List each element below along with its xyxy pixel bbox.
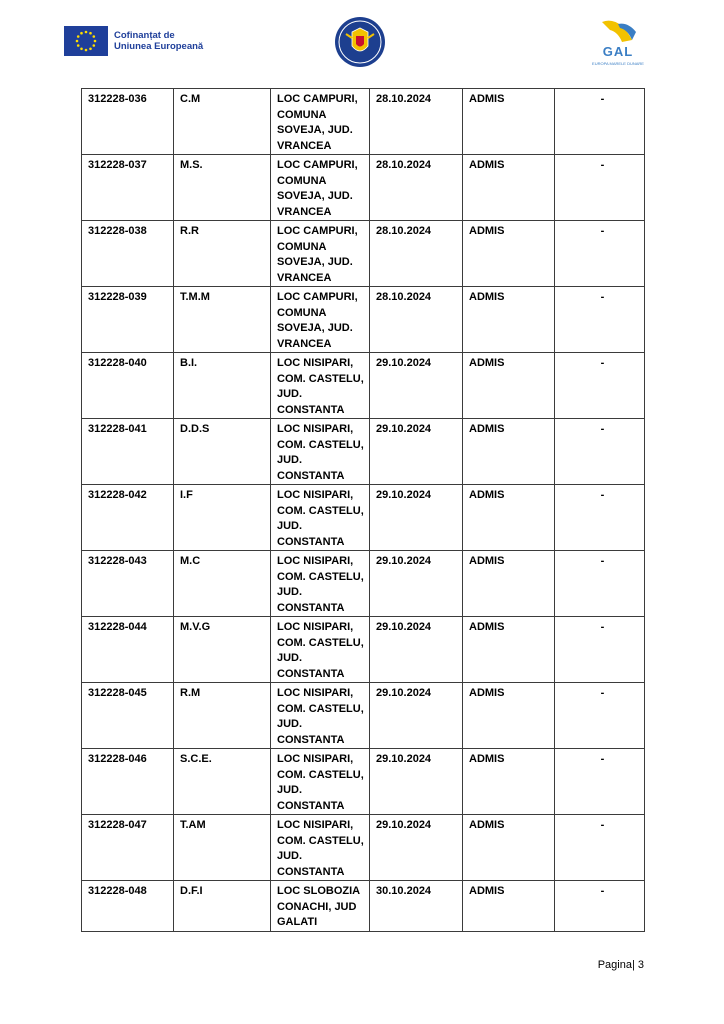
location-cell bbox=[271, 617, 370, 683]
location-cell bbox=[271, 881, 370, 932]
id-cell: 312228-041 bbox=[82, 419, 174, 485]
table-row bbox=[82, 419, 645, 485]
location-line: GALATI bbox=[277, 916, 318, 928]
gal-logo bbox=[588, 18, 648, 72]
page-number: Pagina| 3 bbox=[597, 959, 644, 971]
location-line: LOC NISIPARI, bbox=[277, 687, 354, 699]
status-cell: ADMIS bbox=[463, 551, 555, 617]
observation-cell: - bbox=[555, 353, 645, 419]
observation-cell: - bbox=[555, 419, 645, 485]
gal-logo-text: GAL bbox=[602, 44, 634, 59]
location-line: CONACHI, JUD bbox=[277, 900, 357, 913]
location-cell bbox=[271, 749, 370, 815]
status-cell: ADMIS bbox=[463, 221, 555, 287]
location-cell bbox=[271, 221, 370, 287]
observation-cell: - bbox=[555, 485, 645, 551]
name-cell: D.D.S bbox=[174, 419, 271, 485]
location-line: JUD. bbox=[277, 586, 303, 598]
location-line: CONSTANTA bbox=[277, 469, 345, 482]
id-cell: 312228-048 bbox=[82, 881, 174, 932]
eu-text-line2: Uniunea Europeană bbox=[114, 41, 204, 52]
name-cell: D.F.I bbox=[174, 881, 271, 932]
eu-cofinancing-logo bbox=[64, 26, 203, 56]
location-cell bbox=[271, 155, 370, 221]
date-cell: 29.10.2024 bbox=[370, 815, 463, 881]
location-line: JUD. bbox=[277, 718, 303, 730]
location-line: COM. CASTELU, bbox=[277, 504, 364, 517]
id-cell: 312228-044 bbox=[82, 617, 174, 683]
results-table-body bbox=[82, 89, 645, 932]
table-row bbox=[82, 749, 645, 815]
date-cell: 29.10.2024 bbox=[370, 485, 463, 551]
observation-cell: - bbox=[555, 551, 645, 617]
location-line: CONSTANTA bbox=[277, 403, 345, 416]
status-cell: ADMIS bbox=[463, 155, 555, 221]
location-line: LOC NISIPARI, bbox=[277, 819, 354, 831]
location-line: SOVEJA, JUD. bbox=[277, 124, 353, 136]
eu-text-line1: Cofinanțat de bbox=[114, 30, 175, 41]
table-row bbox=[82, 155, 645, 221]
observation-cell: - bbox=[555, 221, 645, 287]
id-cell: 312228-047 bbox=[82, 815, 174, 881]
location-line: CONSTANTA bbox=[277, 733, 345, 746]
id-cell: 312228-039 bbox=[82, 287, 174, 353]
location-line: COM. CASTELU, bbox=[277, 636, 364, 649]
location-line: JUD. bbox=[277, 520, 303, 532]
location-cell bbox=[271, 485, 370, 551]
status-cell: ADMIS bbox=[463, 353, 555, 419]
status-cell: ADMIS bbox=[463, 89, 555, 155]
date-cell: 29.10.2024 bbox=[370, 749, 463, 815]
location-line: LOC NISIPARI, bbox=[277, 423, 354, 435]
location-line: COM. CASTELU, bbox=[277, 570, 364, 583]
id-cell: 312228-037 bbox=[82, 155, 174, 221]
name-cell: T.AM bbox=[174, 815, 271, 881]
gal-logo-subtitle: EUROPA MARELE DUNARE bbox=[592, 61, 644, 66]
name-cell: M.S. bbox=[174, 155, 271, 221]
location-line: CONSTANTA bbox=[277, 535, 345, 548]
observation-cell: - bbox=[555, 749, 645, 815]
date-cell: 29.10.2024 bbox=[370, 419, 463, 485]
location-line: COMUNA bbox=[277, 240, 327, 253]
location-line: VRANCEA bbox=[277, 205, 332, 218]
location-line: JUD. bbox=[277, 454, 303, 466]
location-line: CONSTANTA bbox=[277, 667, 345, 680]
location-line: CONSTANTA bbox=[277, 601, 345, 614]
id-cell: 312228-045 bbox=[82, 683, 174, 749]
date-cell: 30.10.2024 bbox=[370, 881, 463, 932]
status-cell: ADMIS bbox=[463, 419, 555, 485]
date-cell: 28.10.2024 bbox=[370, 155, 463, 221]
location-cell bbox=[271, 551, 370, 617]
location-line: COM. CASTELU, bbox=[277, 834, 364, 847]
observation-cell: - bbox=[555, 155, 645, 221]
id-cell: 312228-046 bbox=[82, 749, 174, 815]
table-row bbox=[82, 815, 645, 881]
name-cell: R.R bbox=[174, 221, 271, 287]
location-line: VRANCEA bbox=[277, 271, 332, 284]
location-line: JUD. bbox=[277, 784, 303, 796]
location-cell bbox=[271, 89, 370, 155]
name-cell: M.C bbox=[174, 551, 271, 617]
observation-cell: - bbox=[555, 683, 645, 749]
location-line: LOC CAMPURI, bbox=[277, 225, 358, 237]
table-row bbox=[82, 89, 645, 155]
observation-cell: - bbox=[555, 617, 645, 683]
status-cell: ADMIS bbox=[463, 881, 555, 932]
name-cell: R.M bbox=[174, 683, 271, 749]
id-cell: 312228-038 bbox=[82, 221, 174, 287]
location-line: LOC NISIPARI, bbox=[277, 621, 354, 633]
location-line: VRANCEA bbox=[277, 139, 332, 152]
table-row bbox=[82, 617, 645, 683]
eu-logo-text bbox=[114, 30, 203, 52]
name-cell: B.I. bbox=[174, 353, 271, 419]
location-line: COMUNA bbox=[277, 174, 327, 187]
id-cell: 312228-043 bbox=[82, 551, 174, 617]
location-cell bbox=[271, 815, 370, 881]
romanian-government-emblem-icon bbox=[330, 14, 390, 75]
date-cell: 28.10.2024 bbox=[370, 287, 463, 353]
status-cell: ADMIS bbox=[463, 683, 555, 749]
table-row bbox=[82, 683, 645, 749]
id-cell: 312228-042 bbox=[82, 485, 174, 551]
location-line: COM. CASTELU, bbox=[277, 372, 364, 385]
location-line: CONSTANTA bbox=[277, 865, 345, 878]
status-cell: ADMIS bbox=[463, 617, 555, 683]
status-cell: ADMIS bbox=[463, 485, 555, 551]
location-line: SOVEJA, JUD. bbox=[277, 322, 353, 334]
name-cell: C.M bbox=[174, 89, 271, 155]
location-line: VRANCEA bbox=[277, 337, 332, 350]
location-line: COM. CASTELU, bbox=[277, 702, 364, 715]
location-cell bbox=[271, 419, 370, 485]
location-line: CONSTANTA bbox=[277, 799, 345, 812]
table-row bbox=[82, 221, 645, 287]
location-line: LOC NISIPARI, bbox=[277, 555, 354, 567]
location-line: COM. CASTELU, bbox=[277, 438, 364, 451]
eu-flag-icon bbox=[64, 26, 108, 56]
status-cell: ADMIS bbox=[463, 815, 555, 881]
name-cell: I.F bbox=[174, 485, 271, 551]
location-line: LOC CAMPURI, bbox=[277, 93, 358, 105]
location-cell bbox=[271, 287, 370, 353]
date-cell: 28.10.2024 bbox=[370, 89, 463, 155]
location-line: LOC NISIPARI, bbox=[277, 753, 354, 765]
location-line: JUD. bbox=[277, 388, 303, 400]
observation-cell: - bbox=[555, 89, 645, 155]
location-cell bbox=[271, 353, 370, 419]
observation-cell: - bbox=[555, 287, 645, 353]
status-cell: ADMIS bbox=[463, 287, 555, 353]
date-cell: 28.10.2024 bbox=[370, 221, 463, 287]
id-cell: 312228-036 bbox=[82, 89, 174, 155]
location-line: SOVEJA, JUD. bbox=[277, 190, 353, 202]
location-line: LOC NISIPARI, bbox=[277, 489, 354, 501]
location-line: JUD. bbox=[277, 652, 303, 664]
observation-cell: - bbox=[555, 815, 645, 881]
status-cell: ADMIS bbox=[463, 749, 555, 815]
location-line: LOC CAMPURI, bbox=[277, 159, 358, 171]
table-row bbox=[82, 485, 645, 551]
location-line: COMUNA bbox=[277, 306, 327, 319]
date-cell: 29.10.2024 bbox=[370, 353, 463, 419]
date-cell: 29.10.2024 bbox=[370, 683, 463, 749]
table-row bbox=[82, 353, 645, 419]
table-row bbox=[82, 551, 645, 617]
results-table bbox=[81, 88, 645, 932]
id-cell: 312228-040 bbox=[82, 353, 174, 419]
table-row bbox=[82, 287, 645, 353]
location-line: JUD. bbox=[277, 850, 303, 862]
location-line: SOVEJA, JUD. bbox=[277, 256, 353, 268]
page-header bbox=[0, 0, 724, 80]
location-cell bbox=[271, 683, 370, 749]
location-line: COMUNA bbox=[277, 108, 327, 121]
name-cell: S.C.E. bbox=[174, 749, 271, 815]
observation-cell: - bbox=[555, 881, 645, 932]
table-row bbox=[82, 881, 645, 932]
date-cell: 29.10.2024 bbox=[370, 617, 463, 683]
location-line: COM. CASTELU, bbox=[277, 768, 364, 781]
date-cell: 29.10.2024 bbox=[370, 551, 463, 617]
name-cell: T.M.M bbox=[174, 287, 271, 353]
location-line: LOC CAMPURI, bbox=[277, 291, 358, 303]
name-cell: M.V.G bbox=[174, 617, 271, 683]
location-line: LOC NISIPARI, bbox=[277, 357, 354, 369]
location-line: LOC SLOBOZIA bbox=[277, 885, 361, 897]
